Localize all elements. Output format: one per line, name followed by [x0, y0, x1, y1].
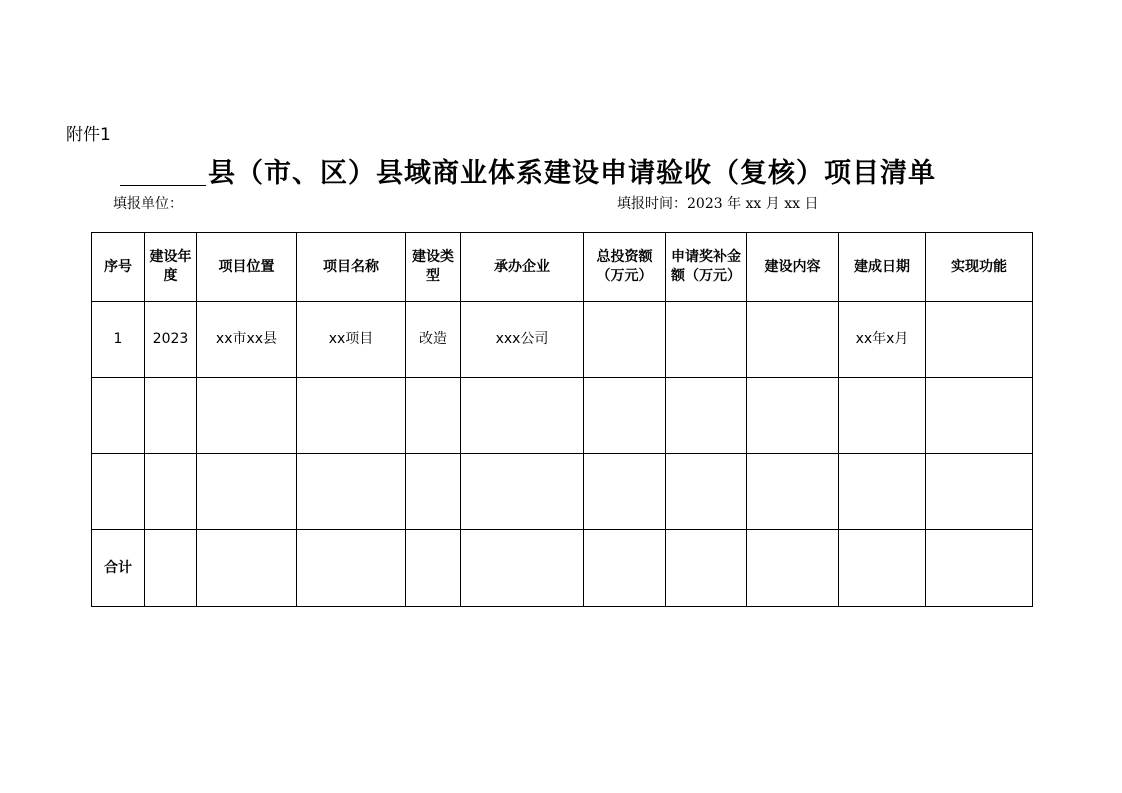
table-cell	[747, 302, 839, 378]
table-cell	[406, 530, 461, 607]
table-cell	[839, 454, 926, 530]
table-cell	[926, 302, 1033, 378]
page-title	[120, 150, 936, 190]
table-cell	[461, 530, 584, 607]
table-row	[92, 454, 1033, 530]
table-cell	[839, 378, 926, 454]
table-cell	[92, 454, 145, 530]
attachment-label: 附件1	[66, 125, 111, 145]
title-text: 县（市、区）县域商业体系建设申请验收（复核）项目清单	[208, 157, 936, 189]
header-cell: 总投资额（万元）	[584, 233, 666, 302]
table-cell: xxx公司	[461, 302, 584, 378]
table-total-row	[92, 530, 1033, 607]
header-cell: 序号	[92, 233, 145, 302]
header-cell: 建成日期	[839, 233, 926, 302]
table-cell	[926, 454, 1033, 530]
table-cell: 改造	[406, 302, 461, 378]
table-cell	[406, 454, 461, 530]
table-cell	[197, 454, 297, 530]
table-cell	[747, 454, 839, 530]
project-list-table	[91, 232, 1033, 607]
table-cell	[584, 454, 666, 530]
table-cell	[666, 378, 747, 454]
table-cell	[666, 454, 747, 530]
table-cell	[839, 530, 926, 607]
table-cell	[297, 378, 406, 454]
table-cell	[926, 530, 1033, 607]
table-cell	[926, 378, 1033, 454]
header-cell: 项目位置	[197, 233, 297, 302]
table-cell	[584, 302, 666, 378]
total-label: 合计	[92, 530, 145, 607]
header-cell: 实现功能	[926, 233, 1033, 302]
table-cell: xx市xx县	[197, 302, 297, 378]
header-cell: 建设年度	[145, 233, 197, 302]
header-cell: 项目名称	[297, 233, 406, 302]
table-cell	[666, 530, 747, 607]
table-cell	[145, 454, 197, 530]
table-cell	[197, 378, 297, 454]
table-cell: 2023	[145, 302, 197, 378]
fill-unit-label: 填报单位：	[113, 196, 183, 212]
header-cell: 申请奖补金额（万元）	[666, 233, 747, 302]
header-cell: 建设类型	[406, 233, 461, 302]
county-name-blank	[120, 154, 206, 186]
fill-time-label: 填报时间：2023 年 xx 月 xx 日	[617, 196, 819, 212]
table-cell	[747, 378, 839, 454]
table-cell	[92, 378, 145, 454]
table-row	[92, 302, 1033, 378]
table-cell	[584, 530, 666, 607]
table-cell	[666, 302, 747, 378]
table-row	[92, 378, 1033, 454]
table-cell	[406, 378, 461, 454]
table-cell	[197, 530, 297, 607]
table-cell: 1	[92, 302, 145, 378]
table-cell: xx项目	[297, 302, 406, 378]
header-cell: 建设内容	[747, 233, 839, 302]
table-cell	[584, 378, 666, 454]
table-cell	[145, 378, 197, 454]
header-cell: 承办企业	[461, 233, 584, 302]
table-cell	[461, 378, 584, 454]
table-cell	[297, 530, 406, 607]
table-cell	[461, 454, 584, 530]
table-cell: xx年x月	[839, 302, 926, 378]
table-cell	[145, 530, 197, 607]
table-cell	[747, 530, 839, 607]
table-header-row	[92, 233, 1033, 302]
table-cell	[297, 454, 406, 530]
